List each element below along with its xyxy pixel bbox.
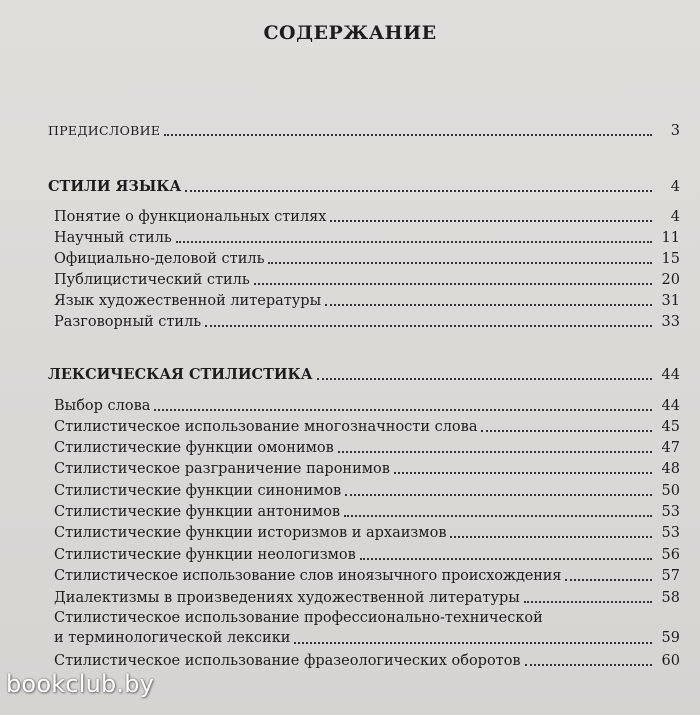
toc-entry[interactable] xyxy=(54,589,680,607)
leader-dots xyxy=(268,262,652,264)
leader-dots xyxy=(164,134,652,136)
toc-section-label: СТИЛИ ЯЗЫКА xyxy=(48,178,182,195)
toc-entry-page: 53 xyxy=(661,525,680,541)
toc-entry[interactable] xyxy=(54,652,680,670)
leader-dots xyxy=(185,190,652,192)
leader-dots xyxy=(330,220,652,222)
toc-section-label: ЛЕКСИЧЕСКАЯ СТИЛИСТИКА xyxy=(48,366,313,383)
toc-entry-label: Стилистическое использование многозначности слова xyxy=(54,419,478,435)
leader-dots xyxy=(481,430,652,432)
page-title: СОДЕРЖАНИЕ xyxy=(263,22,437,44)
toc-entry-page: 33 xyxy=(661,314,680,330)
leader-dots xyxy=(317,378,652,380)
toc-entry-label: Стилистические функции неологизмов xyxy=(54,547,356,563)
toc-section-lexical[interactable] xyxy=(48,366,680,384)
toc-entry[interactable] xyxy=(54,250,680,268)
toc-entry-page: 59 xyxy=(661,630,680,646)
toc-entry-label: Научный стиль xyxy=(54,230,172,246)
toc-entry-page: 3 xyxy=(670,123,680,139)
toc-entry-page: 47 xyxy=(661,440,680,456)
toc-entry-label: Стилистическое использование слов иноязычного происхождения xyxy=(54,568,562,584)
toc-entry[interactable] xyxy=(54,460,680,478)
toc-section-styles[interactable] xyxy=(48,178,680,196)
leader-dots xyxy=(176,241,652,243)
leader-dots xyxy=(294,642,652,644)
toc-entry[interactable] xyxy=(54,503,680,521)
toc-entry-page: 60 xyxy=(661,653,680,669)
toc-entry-page: 56 xyxy=(661,547,680,563)
leader-dots xyxy=(345,494,652,496)
toc-section-page: 44 xyxy=(661,367,680,383)
toc-section-page: 4 xyxy=(670,179,680,195)
toc-entry-label: Понятие о функциональных стилях xyxy=(54,209,327,225)
leader-dots xyxy=(325,304,652,306)
toc-entry-label-line2: и терминологической лексики xyxy=(54,630,291,646)
toc-entry-page: 15 xyxy=(661,251,680,267)
toc-entry-label: Публицистический стиль xyxy=(54,272,250,288)
leader-dots xyxy=(524,601,652,603)
toc-entry[interactable] xyxy=(54,524,680,542)
leader-dots xyxy=(154,409,652,411)
toc-entry[interactable] xyxy=(54,482,680,500)
toc-entry-page: 58 xyxy=(661,590,680,606)
toc-entry-preface[interactable] xyxy=(48,122,680,140)
leader-dots xyxy=(360,558,652,560)
toc-entry-label: Стилистические функции историзмов и архаизмов xyxy=(54,525,447,541)
toc-entry-page: 11 xyxy=(661,230,680,246)
toc-entry-label: Диалектизмы в произведениях художественной литературы xyxy=(54,590,520,606)
toc-entry-label: Стилистические функции антонимов xyxy=(54,504,341,520)
leader-dots xyxy=(450,536,652,538)
toc-entry-page: 50 xyxy=(661,483,680,499)
toc-entry-page: 44 xyxy=(661,398,680,414)
toc-entry[interactable] xyxy=(54,439,680,457)
toc-entry-label: Стилистические функции омонимов xyxy=(54,440,334,456)
toc-entry-label: Разговорный стиль xyxy=(54,314,202,330)
toc-entry-label: ПРЕДИСЛОВИЕ xyxy=(48,123,161,138)
leader-dots xyxy=(565,579,652,581)
toc-entry-page: 57 xyxy=(661,568,680,584)
toc-entry-label: Стилистические функции синонимов xyxy=(54,483,342,499)
toc-entry[interactable] xyxy=(54,313,680,331)
toc-entry[interactable] xyxy=(54,271,680,289)
leader-dots xyxy=(338,451,652,453)
toc-entry[interactable] xyxy=(54,567,680,585)
toc-entry[interactable] xyxy=(54,229,680,247)
toc-entry[interactable] xyxy=(54,546,680,564)
leader-dots xyxy=(394,472,652,474)
leader-dots xyxy=(525,664,652,666)
toc-entry-page: 20 xyxy=(661,272,680,288)
toc-entry-label: Язык художественной литературы xyxy=(54,293,322,309)
toc-entry-label-line1: Стилистическое использование профессионально-технической xyxy=(54,610,543,626)
toc-entry[interactable] xyxy=(54,208,680,226)
toc-entry-page: 53 xyxy=(661,504,680,520)
toc-entry-label: Стилистическое разграничение паронимов xyxy=(54,461,390,477)
leader-dots xyxy=(254,283,652,285)
leader-dots xyxy=(205,325,652,327)
toc-entry-label: Стилистическое использование фразеологических оборотов xyxy=(54,653,521,669)
toc-entry[interactable] xyxy=(54,292,680,310)
watermark-logo: bookclub.by xyxy=(6,670,155,698)
toc-entry-multiline[interactable] xyxy=(54,608,680,648)
leader-dots xyxy=(344,515,652,517)
toc-entry-label: Выбор слова xyxy=(54,398,151,414)
toc-entry-page: 48 xyxy=(661,461,680,477)
toc-entry-page: 31 xyxy=(661,293,680,309)
toc-entry-page: 4 xyxy=(670,209,680,225)
toc-entry[interactable] xyxy=(54,418,680,436)
toc-entry[interactable] xyxy=(54,397,680,415)
toc-entry-page: 45 xyxy=(661,419,680,435)
toc-entry-label: Официально-деловой стиль xyxy=(54,251,265,267)
